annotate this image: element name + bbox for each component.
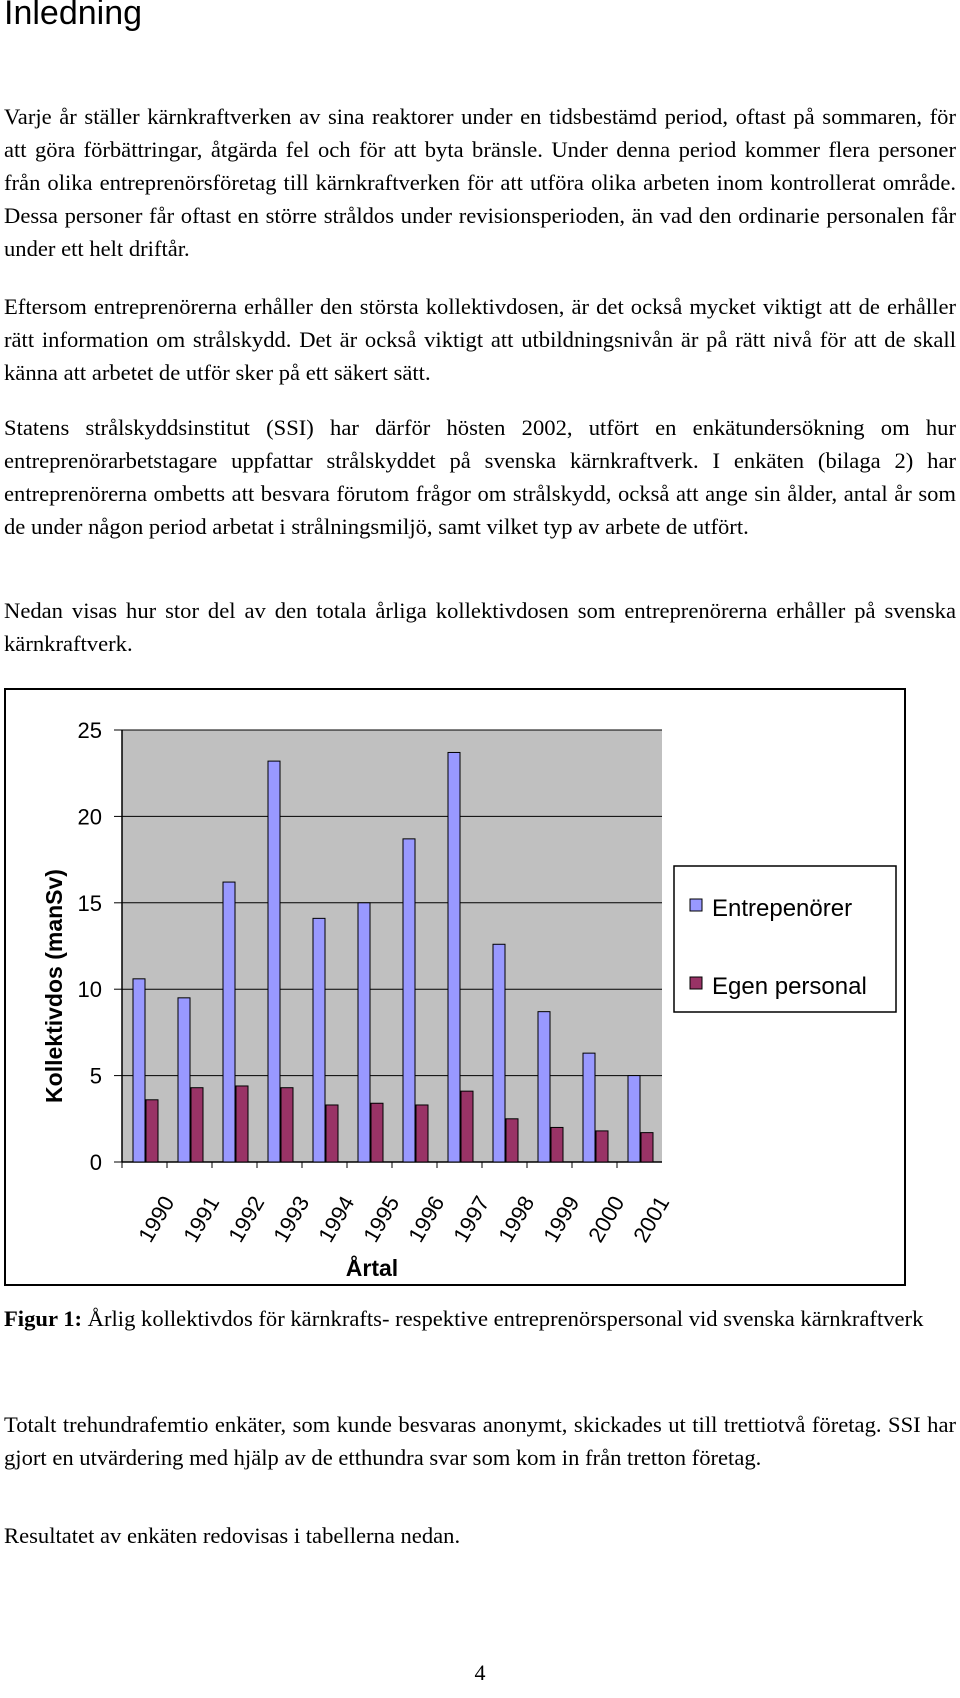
- chart-frame: [4, 688, 906, 1286]
- legend-swatch: [690, 977, 702, 989]
- x-tick-label: 1998: [493, 1191, 540, 1247]
- section-heading: Inledning: [4, 0, 143, 32]
- bar-egen-personal: [236, 1086, 248, 1162]
- bar-entrepenorer: [403, 839, 415, 1162]
- paragraph-3: Statens strålskyddsinstitut (SSI) har därför hösten 2002, utfört en enkätundersökning om hur entreprenörarbetstagare uppfattar strålskyddet på svenska kärnkraftverk. I enkäten (bilaga 2) har entreprenörerna ombetts att besvara förutom frågor om strålskydd, också att ange sin ålder, antal år som de under någon period arbetat i strålningsmiljö, samt vilket typ av arbete de utfört.: [4, 415, 956, 539]
- bar-entrepenorer: [493, 944, 505, 1162]
- x-tick-label: 1999: [538, 1191, 585, 1247]
- bar-egen-personal: [461, 1091, 473, 1162]
- paragraph-4: Nedan visas hur stor del av den totala årliga kollektivdosen som entreprenörerna erhåller på svenska kärnkraftverk.: [4, 598, 956, 656]
- y-tick-label: 0: [89, 1150, 102, 1175]
- bar-entrepenorer: [133, 979, 145, 1162]
- x-tick-label: 2001: [628, 1191, 675, 1247]
- x-tick-label: 1997: [448, 1191, 495, 1247]
- bar-entrepenorer: [358, 903, 370, 1162]
- x-tick-label: 1994: [313, 1191, 360, 1247]
- dose-bar-chart: [6, 690, 908, 1288]
- legend-swatch: [690, 899, 702, 911]
- intro-paragraph: Varje år ställer kärnkraftverken av sina reaktorer under en tidsbestämd period, oftast på sommaren, för att göra förbättringar, åtgärda fel och för att byta bränsle. Under denna period kommer flera personer från olika entreprenörsföretag till kärnkraftverken för att utföra olika arbeten inom kontrollerat område. Dessa personer får oftast en större stråldos under revisionsperioden, än vad den ordinarie personalen får under ett helt driftår.: [4, 104, 956, 261]
- x-tick-label: 2000: [583, 1191, 630, 1247]
- bar-egen-personal: [371, 1103, 383, 1162]
- bar-entrepenorer: [223, 882, 235, 1162]
- x-tick-label: 1993: [268, 1191, 315, 1247]
- bar-egen-personal: [551, 1127, 563, 1162]
- x-tick-label: 1992: [223, 1191, 270, 1247]
- legend-label: Entrepenörer: [712, 895, 853, 922]
- y-tick-label: 25: [77, 718, 102, 743]
- bar-egen-personal: [641, 1133, 653, 1162]
- x-tick-label: 1996: [403, 1191, 450, 1247]
- paragraph-2: Eftersom entreprenörerna erhåller den största kollektivdosen, är det också mycket viktigt att de erhåller rätt information om strålskydd. Det är också viktigt att utbildningsnivån är på rätt nivå för att de skall känna att arbetet de utför sker på ett säkert sätt.: [4, 294, 956, 385]
- bar-egen-personal: [416, 1105, 428, 1162]
- figure-caption: [4, 1302, 956, 1335]
- x-tick-label: 1995: [358, 1191, 405, 1247]
- bar-entrepenorer: [628, 1076, 640, 1162]
- bar-egen-personal: [146, 1100, 158, 1162]
- bar-entrepenorer: [313, 918, 325, 1162]
- y-axis-label: Kollektivdos (manSv): [41, 869, 67, 1103]
- bar-entrepenorer: [538, 1012, 550, 1162]
- bar-entrepenorer: [448, 752, 460, 1162]
- bar-egen-personal: [596, 1131, 608, 1162]
- bar-egen-personal: [506, 1119, 518, 1162]
- bar-egen-personal: [326, 1105, 338, 1162]
- page-number: 4: [474, 1660, 486, 1685]
- y-tick-label: 20: [77, 804, 102, 830]
- legend-label: Egen personal: [712, 973, 867, 1000]
- bar-entrepenorer: [583, 1053, 595, 1162]
- x-axis-label: Årtal: [345, 1255, 399, 1281]
- y-tick-label: 5: [89, 1063, 102, 1089]
- figure-caption-text: Årlig kollektivdos för kärnkrafts- respektive entreprenörspersonal vid svenska kärnkraftverk: [82, 1306, 924, 1331]
- bar-entrepenorer: [178, 998, 190, 1162]
- x-tick-label: 1990: [133, 1191, 180, 1247]
- x-tick-label: 1991: [178, 1191, 225, 1247]
- figure-label: Figur 1:: [4, 1306, 83, 1331]
- paragraph-5: Totalt trehundrafemtio enkäter, som kunde besvaras anonymt, skickades ut till trettiotvå företag. SSI har gjort en utvärdering med hjälp av de etthundra svar som kom in från tretton företag.: [4, 1412, 956, 1470]
- y-tick-label: 15: [77, 890, 102, 916]
- y-tick-label: 10: [77, 977, 102, 1003]
- bar-egen-personal: [281, 1088, 293, 1162]
- bar-entrepenorer: [268, 761, 280, 1162]
- bar-egen-personal: [191, 1088, 203, 1162]
- paragraph-6: Resultatet av enkäten redovisas i tabellerna nedan.: [4, 1523, 461, 1548]
